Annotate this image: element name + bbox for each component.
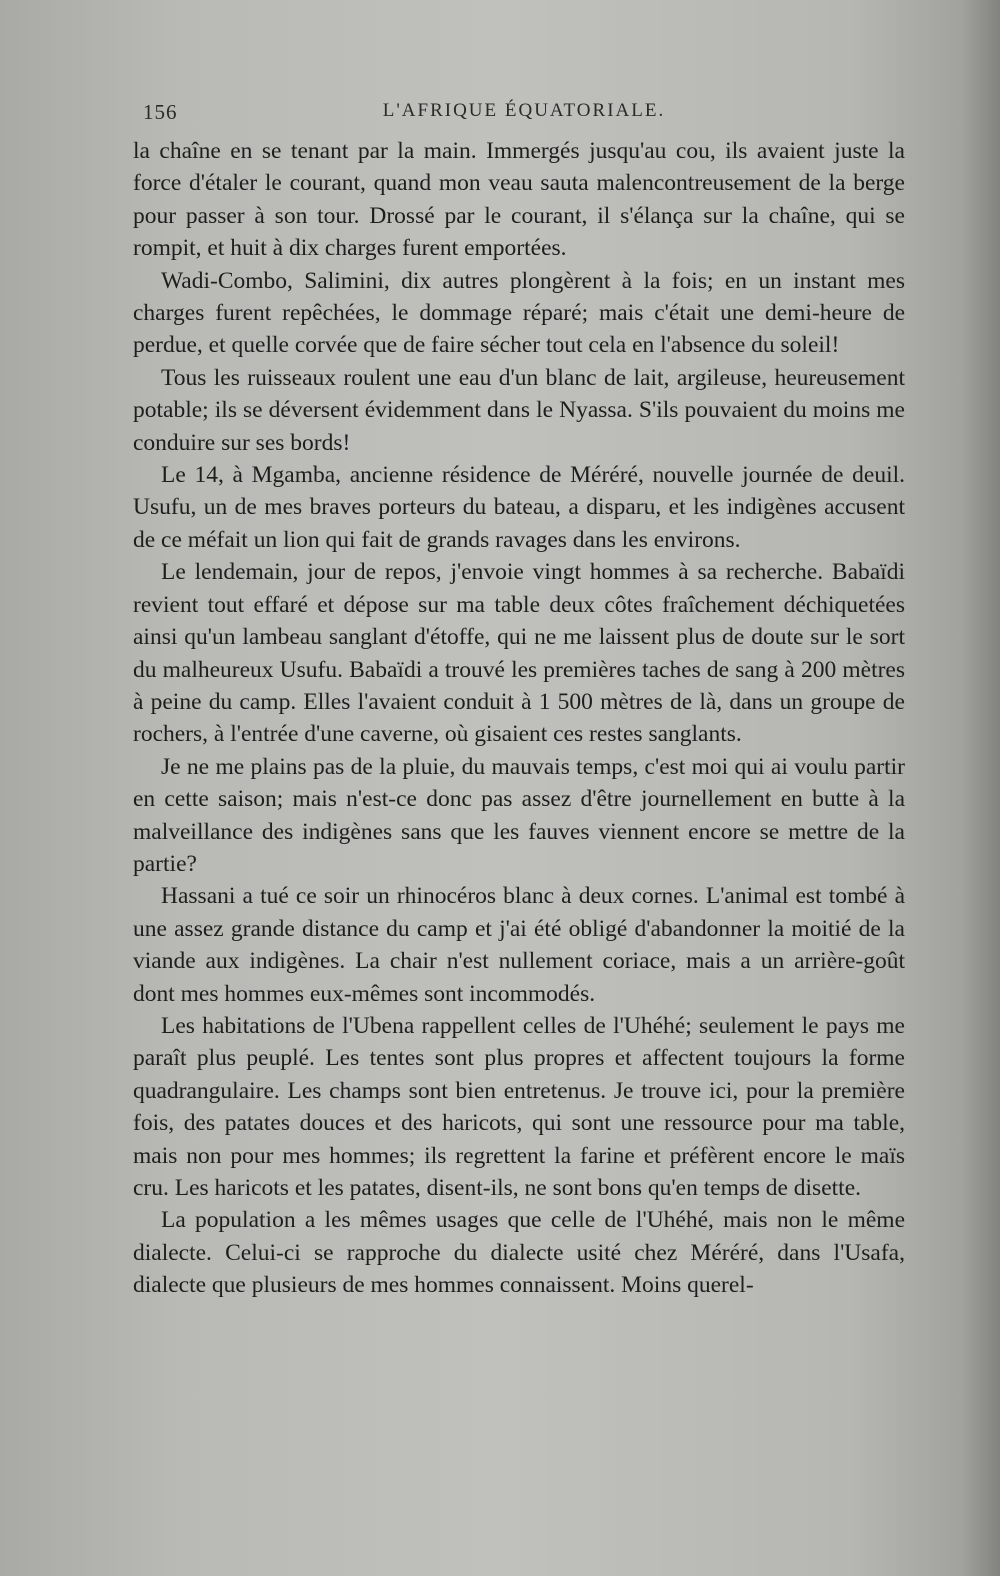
paragraph: Hassani a tué ce soir un rhinocéros blanc à deux cornes. L'animal est tombé à une assez grande distance du camp et j'ai été obligé d'abandonner la moitié de la viande aux indigènes. La chair n'est nullement coriace, mais a un arrière-goût dont mes hommes eux-mêmes sont incommodés. [133,883,905,1007]
page-number: 156 [143,100,178,124]
paragraph: Tous les ruisseaux roulent une eau d'un blanc de lait, argileuse, heureusement potable; ils se déversent évidemment dans le Nyassa. S'ils pouvaient du moins me conduire sur ses bords! [133,364,905,456]
paragraph: Le 14, à Mgamba, ancienne résidence de Méréré, nouvelle journée de deuil. Usufu, un de mes braves porteurs du bateau, a disparu, et les indigènes accusent de ce méfait un lion qui fait de grands ravages dans les environs. [133,462,905,553]
page-header [143,100,905,130]
body-text [133,135,905,1302]
paragraph: Les habitations de l'Ubena rappellent celles de l'Uhéhé; seulement le pays me paraît plus peuplé. Les tentes sont plus propres et affectent toujours la forme quadrangulaire. Les champs sont bien entretenus. Je trouve ici, pour la première fois, des patates douces et des haricots, qui sont une ressource pour ma table, mais non pour mes hommes; ils regrettent la farine et préfèrent encore le maïs cru. Les haricots et les patates, disent-ils, ne sont bons qu'en temps de disette. [133,1012,905,1201]
paragraph: la chaîne en se tenant par la main. Immergés jusqu'au cou, ils avaient juste la force d'étaler le courant, quand mon veau sauta malencontreusement de la berge pour passer à son tour. Drossé par le courant, il s'élança sur la chaîne, qui se rompit, et huit à dix charges furent emportées. [133,138,905,262]
running-title: L'AFRIQUE ÉQUATORIALE. [382,100,666,121]
paragraph: Wadi-Combo, Salimini, dix autres plongèrent à la fois; en un instant mes charges furent repêchées, le dommage réparé; mais c'était une demi-heure de perdue, et quelle corvée que de faire sécher tout cela en l'absence du soleil! [133,267,905,359]
paragraph: Le lendemain, jour de repos, j'envoie vingt hommes à sa recherche. Babaïdi revient tout effaré et dépose sur ma table deux côtes fraîchement déchiquetées ainsi qu'un lambeau sanglant d'étoffe, qui ne me laissent plus de doute sur le sort du malheureux Usufu. Babaïdi a trouvé les premières taches de sang à 200 mètres à peine du camp. Elles l'avaient conduit à 1 500 mètres de là, dans un groupe de rochers, à l'entrée d'une caverne, où gisaient ces restes sanglants. [133,559,905,748]
paragraph: Je ne me plains pas de la pluie, du mauvais temps, c'est moi qui ai voulu partir en cette saison; mais n'est-ce donc pas assez d'être journellement en butte à la malveillance des indigènes sans que les fauves viennent encore se mettre de la partie? [133,753,905,877]
paragraph: La population a les mêmes usages que celle de l'Uhéhé, mais non le même dialecte. Celui-ci se rapproche du dialecte usité chez Méréré, dans l'Usafa, dialecte que plusieurs de mes hommes connaissent. Moins querel- [133,1207,905,1299]
page-edge-shadow [962,0,1000,1576]
